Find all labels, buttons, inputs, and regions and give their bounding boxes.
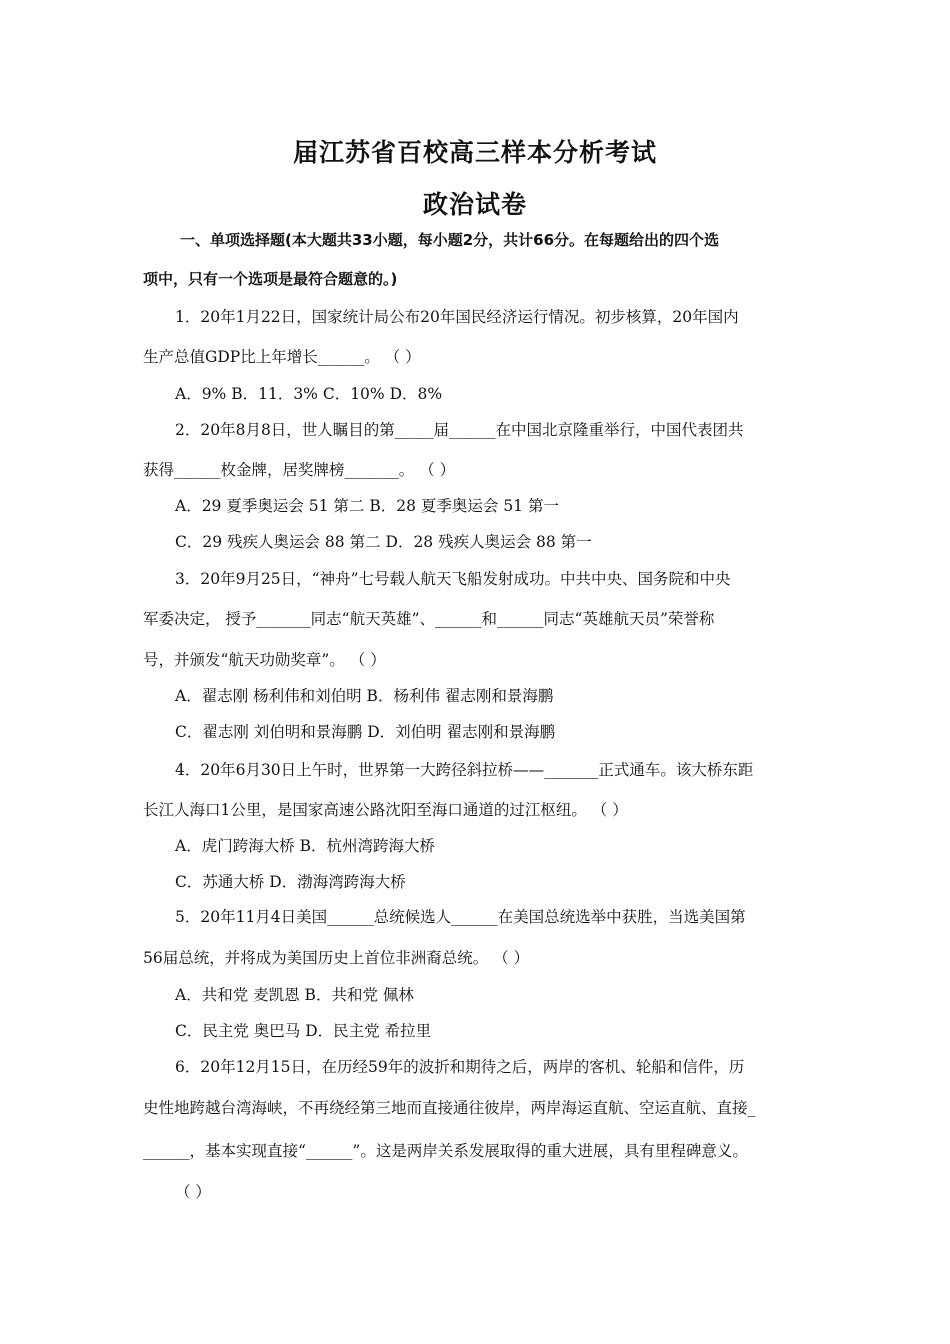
question-5-options-2: C．民主党 奥巴马 D．民主党 希拉里 [175, 1022, 432, 1040]
question-3-line-3: 号，并颁发“航天功勋奖章”。 （ ） [143, 651, 386, 669]
question-3-line-1: 3．20年9月25日，“神舟”七号载人航天飞船发射成功。中共中央、国务院和中央 [175, 570, 731, 588]
question-4-line-2: 长江人海口1公里，是国家高速公路沈阳至海口通道的过江枢纽。 （ ） [143, 801, 628, 819]
question-2-options-1: A．29 夏季奥运会 51 第二 B．28 夏季奥运会 51 第一 [175, 497, 559, 515]
question-2-options-2: C．29 残疾人奥运会 88 第二 D．28 残疾人奥运会 88 第一 [175, 533, 592, 551]
question-1-line-1: 1．20年1月22日，国家统计局公布20年国民经济运行情况。初步核算，20年国内 [175, 308, 739, 326]
page-title: 届江苏省百校高三样本分析考试 [292, 138, 657, 167]
question-4-options-1: A．虎门跨海大桥 B．杭州湾跨海大桥 [175, 837, 436, 855]
question-6-line-4: （ ） [175, 1183, 211, 1201]
question-3-line-2: 军委决定， 授予_______同志“航天英雄”、______和______同志“英雄航天员”荣誉称 [143, 610, 715, 628]
question-1-line-2: 生产总值GDP比上年增长______。 （ ） [143, 348, 421, 366]
question-2-line-1: 2．20年8月8日，世人瞩目的第_____届______在中国北京隆重举行，中国代表团共 [175, 421, 744, 439]
question-5-line-2: 56届总统，并将成为美国历史上首位非洲裔总统。 （ ） [143, 949, 530, 967]
question-6-line-2: 史性地跨越台湾海峡，不再绕经第三地而直接通往彼岸，两岸海运直航、空运直航、直接_ [143, 1099, 756, 1117]
question-3-options-1: A．翟志刚 杨利伟和刘伯明 B．杨利伟 翟志刚和景海鹏 [175, 687, 554, 705]
question-6-line-3: ______，基本实现直接“______”。这是两岸关系发展取得的重大进展，具有里程碑意义。 [143, 1142, 748, 1160]
question-4-options-2: C．苏通大桥 D．渤海湾跨海大桥 [175, 873, 406, 891]
section-heading-line-1: 一、单项选择题(本大题共33小题，每小题2分，共计66分。在每题给出的四个选 [180, 231, 720, 249]
section-heading-line-2: 项中，只有一个选项是最符合题意的。) [143, 270, 398, 288]
question-4-line-1: 4．20年6月30日上午时，世界第一大跨径斜拉桥——_______正式通车。该大桥东距 [175, 761, 754, 779]
page-subtitle: 政治试卷 [422, 190, 527, 219]
question-2-line-2: 获得______枚金牌，居奖牌榜_______。 （ ） [143, 461, 456, 479]
question-3-options-2: C．翟志刚 刘伯明和景海鹏 D．刘伯明 翟志刚和景海鹏 [175, 723, 556, 741]
question-1-options-1: A．9% B．11．3% C．10% D．8% [175, 385, 443, 403]
question-5-options-1: A．共和党 麦凯恩 B．共和党 佩林 [175, 986, 414, 1004]
question-6-line-1: 6．20年12月15日，在历经59年的波折和期待之后，两岸的客机、轮船和信件，历 [175, 1058, 745, 1076]
question-5-line-1: 5．20年11月4日美国______总统候选人______在美国总统选举中获胜，当选美国第 [175, 908, 746, 926]
